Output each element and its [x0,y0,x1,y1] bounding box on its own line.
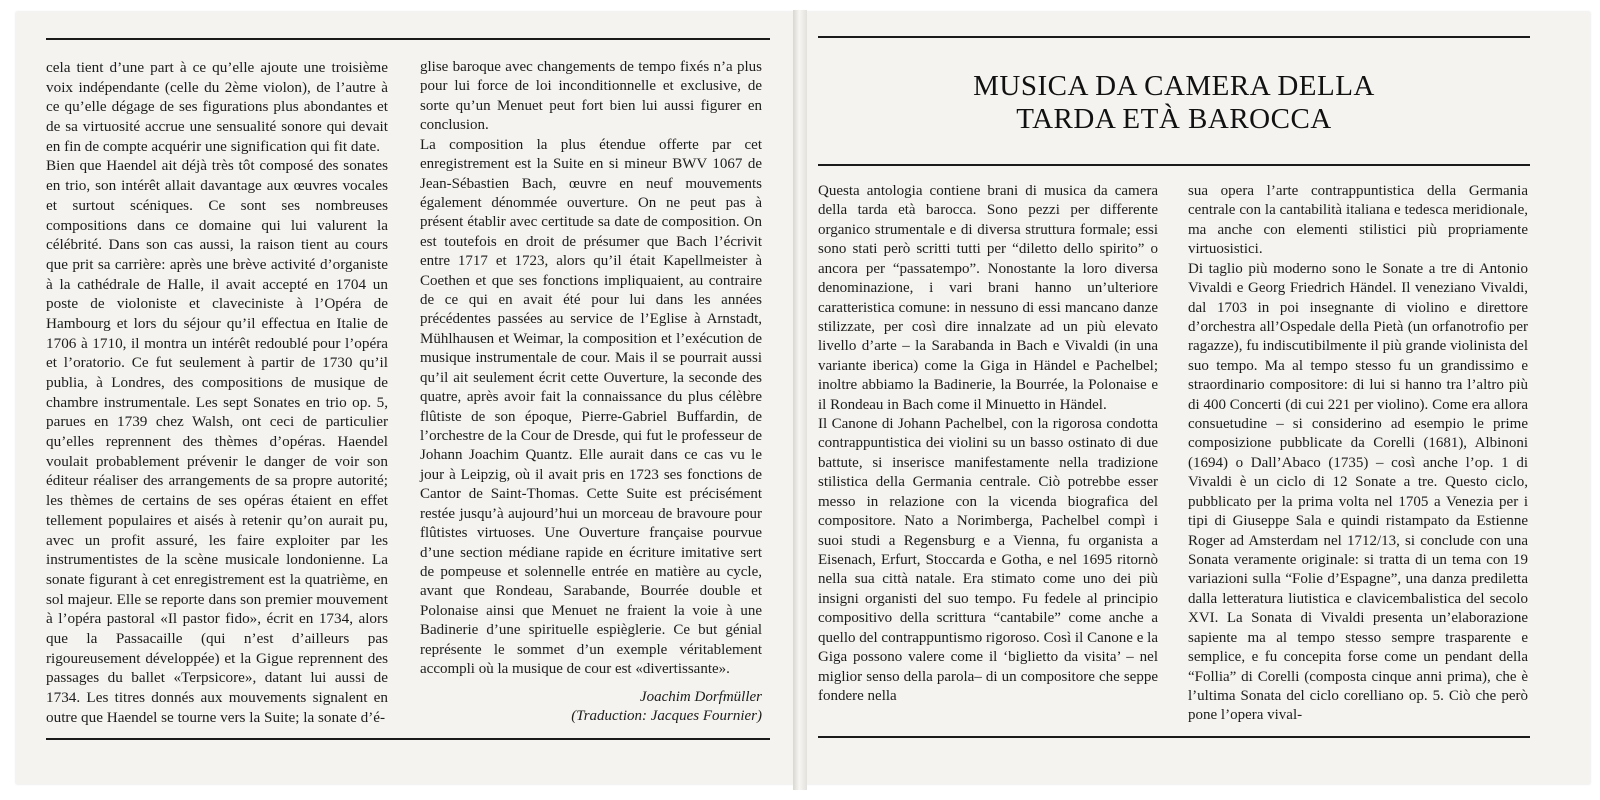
paragraph: Di taglio più moderno sono le Sonate a tre di Antonio Vivaldi e Georg Friedrich Händel. Il veneziano Vivaldi, dal 1703 in poi insegnante di violino e direttore d’orchestra all’Ospedale della Pietà (un orfanotrofio per ragazze), fu indiscutibilmente il più grande violinista del suo tempo. Ma al tempo stesso fu un grandissimo e straordinario compositore: di lui si hanno tra l’altro più di 400 Concerti (di cui 221 per violino). Come era allora consuetudine – si considerino ad esempio le prime composizione pubblicate da Corelli (1681), Albinoni (1694) o Dall’Abaco (1735) – così anche l’op. 1 di Vivaldi è un ciclo di 12 Sonate a tre. Questo ciclo, pubblicato per la prima volta nel 1705 a Venezia per i tipi di Giuseppe Sala e quindi ristampato da Estienne Roger ad Amsterdam nel 1712/13, si conclude con una Sonata veramente originale: si tratta di un tema con 19 variazioni sulla “Folie d’Espagne”, una danza prediletta dalla letteratura liutistica e clavicembalistica del secolo XVI. La Sonata di Vivaldi presenta un’elaborazione sapiente ma al tempo stesso sempre trasparente e semplice, e fu concepita forse come un pendant della “Follia” di Corelli (composta cinque anni prima), che è l’ultima Sonata del ciclo corelliano op. 5. Ciò che però pone l’opera vival- [1188,260,1528,724]
paragraph: Questa antologia contiene brani di musica da camera della tarda età barocca. Sono pezzi per differente organico strumentale e di diversa struttura formale; essi sono stati però scritti tutti per “diletto dello spirito” o ancora per “passatempo”. Nonostante la loro diversa denominazione, i vari brani hanno un’ulteriore caratteristica comune: in nessuno di essi mancano danze stilizzate, per così dire innalzate ad un più elevato livello d’arte – la Sarabanda in Bach e Vivaldi (in una variante iberica) come la Giga in Händel e Pachelbel; inoltre abbiamo la Badinerie, la Bourrée, la Polonaise e il Rondeau in Bach come il Minuetto in Händel. [818,183,1158,413]
left-bottom-rule [46,738,770,740]
right-column-1 [818,182,1158,706]
paragraph: Il Canone di Johann Pachelbel, con la rigorosa condotta contrappuntistica dei violini su un basso ostinato di due battute, si inserisce manifestamente nella tradizione stilistica della Germania centrale. Ciò potrebbe esser messo in relazione con la vicenda biografica del compositore. Nato a Norimberga, Pachelbel compì i suoi studi a Regensburg e a Vienna, fu organista a Eisenach, Erfurt, Stoccarda e Gotha, e nel 1695 ritornò nella sua città natale. Era stimato come uno dei più insigni organisti del suo tempo. Fu fedele al principio compositivo della scrittura “cantabile” come anche a quello del contrappuntismo rigoroso. Così il Canone e la Giga possono valere come il ‘biglietto da visita’ – nel miglior senso della parola– di un compositore che seppe fondere nella [818,416,1158,704]
page-title [818,70,1530,136]
left-top-rule [46,38,770,40]
paragraph: sua opera l’arte contrappuntistica della Germania centrale con la cantabilità italiana e tedesca meridionale, ma anche con elementi stilistici più propriamente virtuosistici. [1188,183,1528,258]
title-line-2: TARDA ETÀ BAROCCA [1016,103,1332,135]
title-line-1: MUSICA DA CAMERA DELLA [973,70,1375,102]
left-column-2 [420,58,762,726]
paragraph: La composition la plus étendue offerte par cet enregistrement est la Suite en si mineur BWV 1067 de Jean-Sébastien Bach, œuvre en neuf mouvements également dénommée ouverture. On ne peut pas à présent établir avec certitude sa date de composition. On est toutefois en droit de présumer que Bach l’écrivit entre 1717 et 1723, alors qu’il était Kapellmeister à Coethen et que ses fonctions impliquaient, au contraire de ce qui en avait été pour lui dans les années précédentes passées au service de l’Eglise à Arnstadt, Mühlhausen et Weimar, la composition et l’exécution de musique instrumentale de cour. Mais il se pourrait aussi qu’il ait seulement écrit cette Ouverture, la seconde des quatre, après avoir fait la connaissance du plus célèbre flûtiste de son époque, Pierre-Gabriel Buffardin, de l’orchestre de la Cour de Dresde, qui fut le professeur de Johann Joachim Quantz. Elle aurait dans ce cas vu le jour à Leipzig, où il avait pris en 1723 ses fonctions de Cantor de Saint-Thomas. Cette Suite est précisément restée jusqu’à aujourd’hui un morceau de bravoure pour flûtistes virtuoses. Une Ouverture française pourvue d’une section médiane rapide en écriture imitative sert de pompeuse et solennelle entrée en matière au cycle, avant que Rondeau, Sarabande, Bourrée double et Polonaise ainsi que Menuet ne fraient la voie à une Badinerie d’une spirituelle espièglerie. Ce but génial représente le sommet d’un exemple véritablement accompli où la musique de cour est «divertissante». [420,136,762,678]
right-bottom-rule [818,736,1530,738]
left-column-1 [46,58,388,727]
paragraph: glise baroque avec changements de tempo fixés n’a plus pour lui force de loi inconditionnelle et exclusive, de sorte qu’un Menuet peut fort bien lui aussi figurer en conclusion. [420,59,762,134]
book-gutter [793,10,807,790]
right-title-rule [818,164,1530,166]
right-column-2 [1188,182,1528,726]
right-top-rule [818,36,1530,38]
paragraph: cela tient d’une part à ce qu’elle ajoute une troisième voix indépendante (celle du 2ème violon), de l’autre à ce qu’elle dégage de ses figurations plus abondantes et de sa virtuosité accrue une sensualité sonore qui devait en fin de compte acquérir une signification qui fit date. [46,59,388,155]
translator-credit: (Traduction: Jacques Fournier) [571,707,762,724]
author-signature: Joachim Dorfmüller [639,688,762,705]
paragraph: Bien que Haendel ait déjà très tôt composé des sonates en trio, son intérêt allait davantage aux œuvres vocales et surtout scéniques. Ce sont ses nombreuses compositions dans ce domaine qui lui valurent la célébrité. Dans son cas aussi, la raison tient au cours que prit sa carrière: après une brève activité d’organiste à la cathédrale de Halle, il avait accepté en 1704 un poste de violoniste et claveciniste à l’Opéra de Hambourg et lors du séjour qu’il effectua en Italie de 1706 à 1710, il montra un intérêt redoublé pour l’opéra et l’oratorio. Ce fut seulement à partir de 1730 qu’il publia, à Londres, des compositions de musique de chambre instrumentale. Les sept Sonates en trio op. 5, parues en 1739 chez Walsh, ont ceci de particulier qu’elles reprennent des thèmes d’opéras. Haendel voulait probablement prévenir le danger de voir son éditeur réaliser des arrangements de sa propre autorité; les thèmes de certains de ses opéras étaient en effet tellement populaires et aisés à retenir qu’on aurait pu, avec un profit assuré, les faire exploiter par les instrumentistes de la scène musicale londonienne. La sonate figurant à cet enregistrement est la quatrième, en sol majeur. Elle se reporte dans son premier mouvement à l’opéra pastoral «Il pastor fido», écrit en 1734, alors que la Passacaille (qui n’est d’ailleurs pas rigoureusement développée) et la Gigue reprennent des passages du ballet «Terpsicore», datant lui aussi de 1734. Les titres donnés aux mouvements signalent en outre que Haendel se tourne vers la Suite; la sonate d’é- [46,157,388,726]
